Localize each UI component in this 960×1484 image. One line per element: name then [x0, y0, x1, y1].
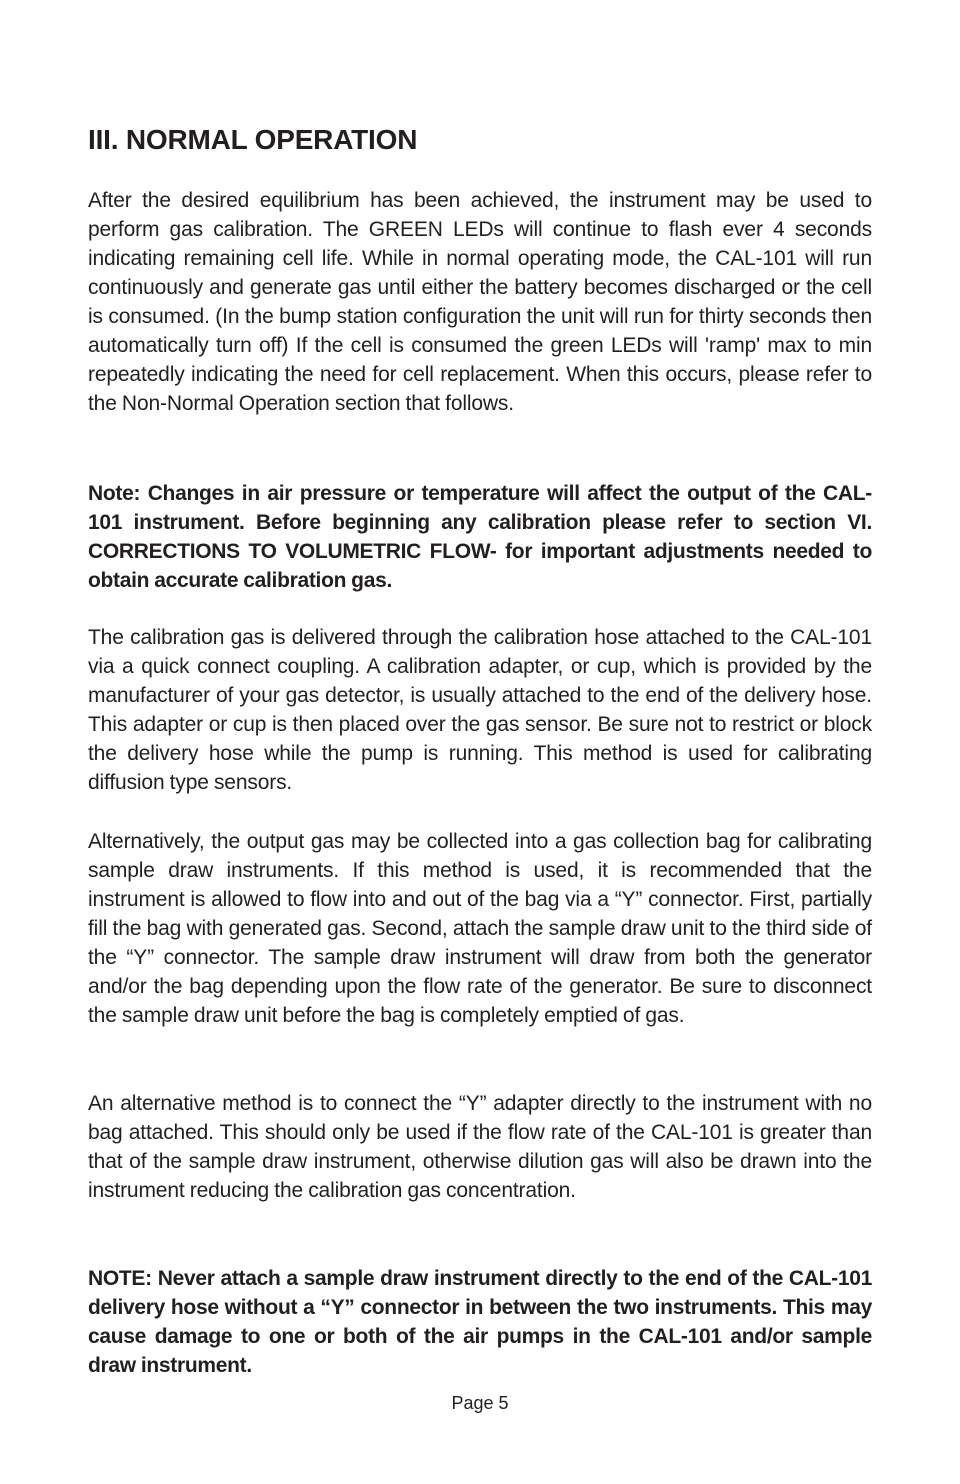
note-air-pressure: Note: Changes in air pressure or temperature will affect the output of the CAL-101 instrument. Before beginning any calibration please refer to section VI. CORRECTIONS TO VOLUMETRIC FLOW- for important adjustments needed to obtain accurate calibration gas.	[88, 482, 872, 592]
section-title: III. NORMAL OPERATION	[88, 124, 418, 155]
paragraph-collection-bag: Alternatively, the output gas may be collected into a gas collection bag for calibrating sample draw instruments. If this method is used, it is recommended that the instrument is allowed to flow into and out of the bag via a “Y” connector. First, partially fill the bag with generated gas. Second, attach the sample draw unit to the third side of the “Y” connector. The sample draw instrument will draw from both the generator and/or the bag depending upon the flow rate of the generator. Be sure to disconnect the sample draw unit before the bag is completely emptied of gas.	[88, 830, 872, 1027]
paragraph-calibration-hose: The calibration gas is delivered through the calibration hose attached to the CAL-101 via a quick connect coupling. A calibration adapter, or cup, which is provided by the manufacturer of your gas detector, is usually attached to the end of the delivery hose. This adapter or cup is then placed over the gas sensor. Be sure not to restrict or block the delivery hose while the pump is running. This method is used for calibrating diffusion type sensors.	[88, 626, 872, 794]
note-warning: NOTE: Never attach a sample draw instrument directly to the end of the CAL-101 delivery hose without a “Y” connector in between the two instruments. This may cause damage to one or both of the air pumps in the CAL-101 and/or sample draw instrument.	[88, 1267, 872, 1377]
paragraph-y-adapter: An alternative method is to connect the “Y” adapter directly to the instrument with no bag attached. This should only be used if the flow rate of the CAL-101 is greater than that of the sample draw instrument, otherwise dilution gas will also be drawn into the instrument reducing the calibration gas concentration.	[88, 1092, 872, 1202]
page-number: Page 5	[451, 1393, 509, 1413]
paragraph-normal-operation: After the desired equilibrium has been achieved, the instrument may be used to perform gas calibration. The GREEN LEDs will continue to flash ever 4 seconds indicating remaining cell life. While in normal operating mode, the CAL-101 will run continuously and generate gas until either the battery becomes discharged or the cell is consumed. (In the bump station configuration the unit will run for thirty seconds then automatically turn off) If the cell is consumed the green LEDs will 'ramp' max to min repeatedly indicating the need for cell replacement. When this occurs, please refer to the Non-Normal Operation section that follows.	[88, 189, 872, 415]
